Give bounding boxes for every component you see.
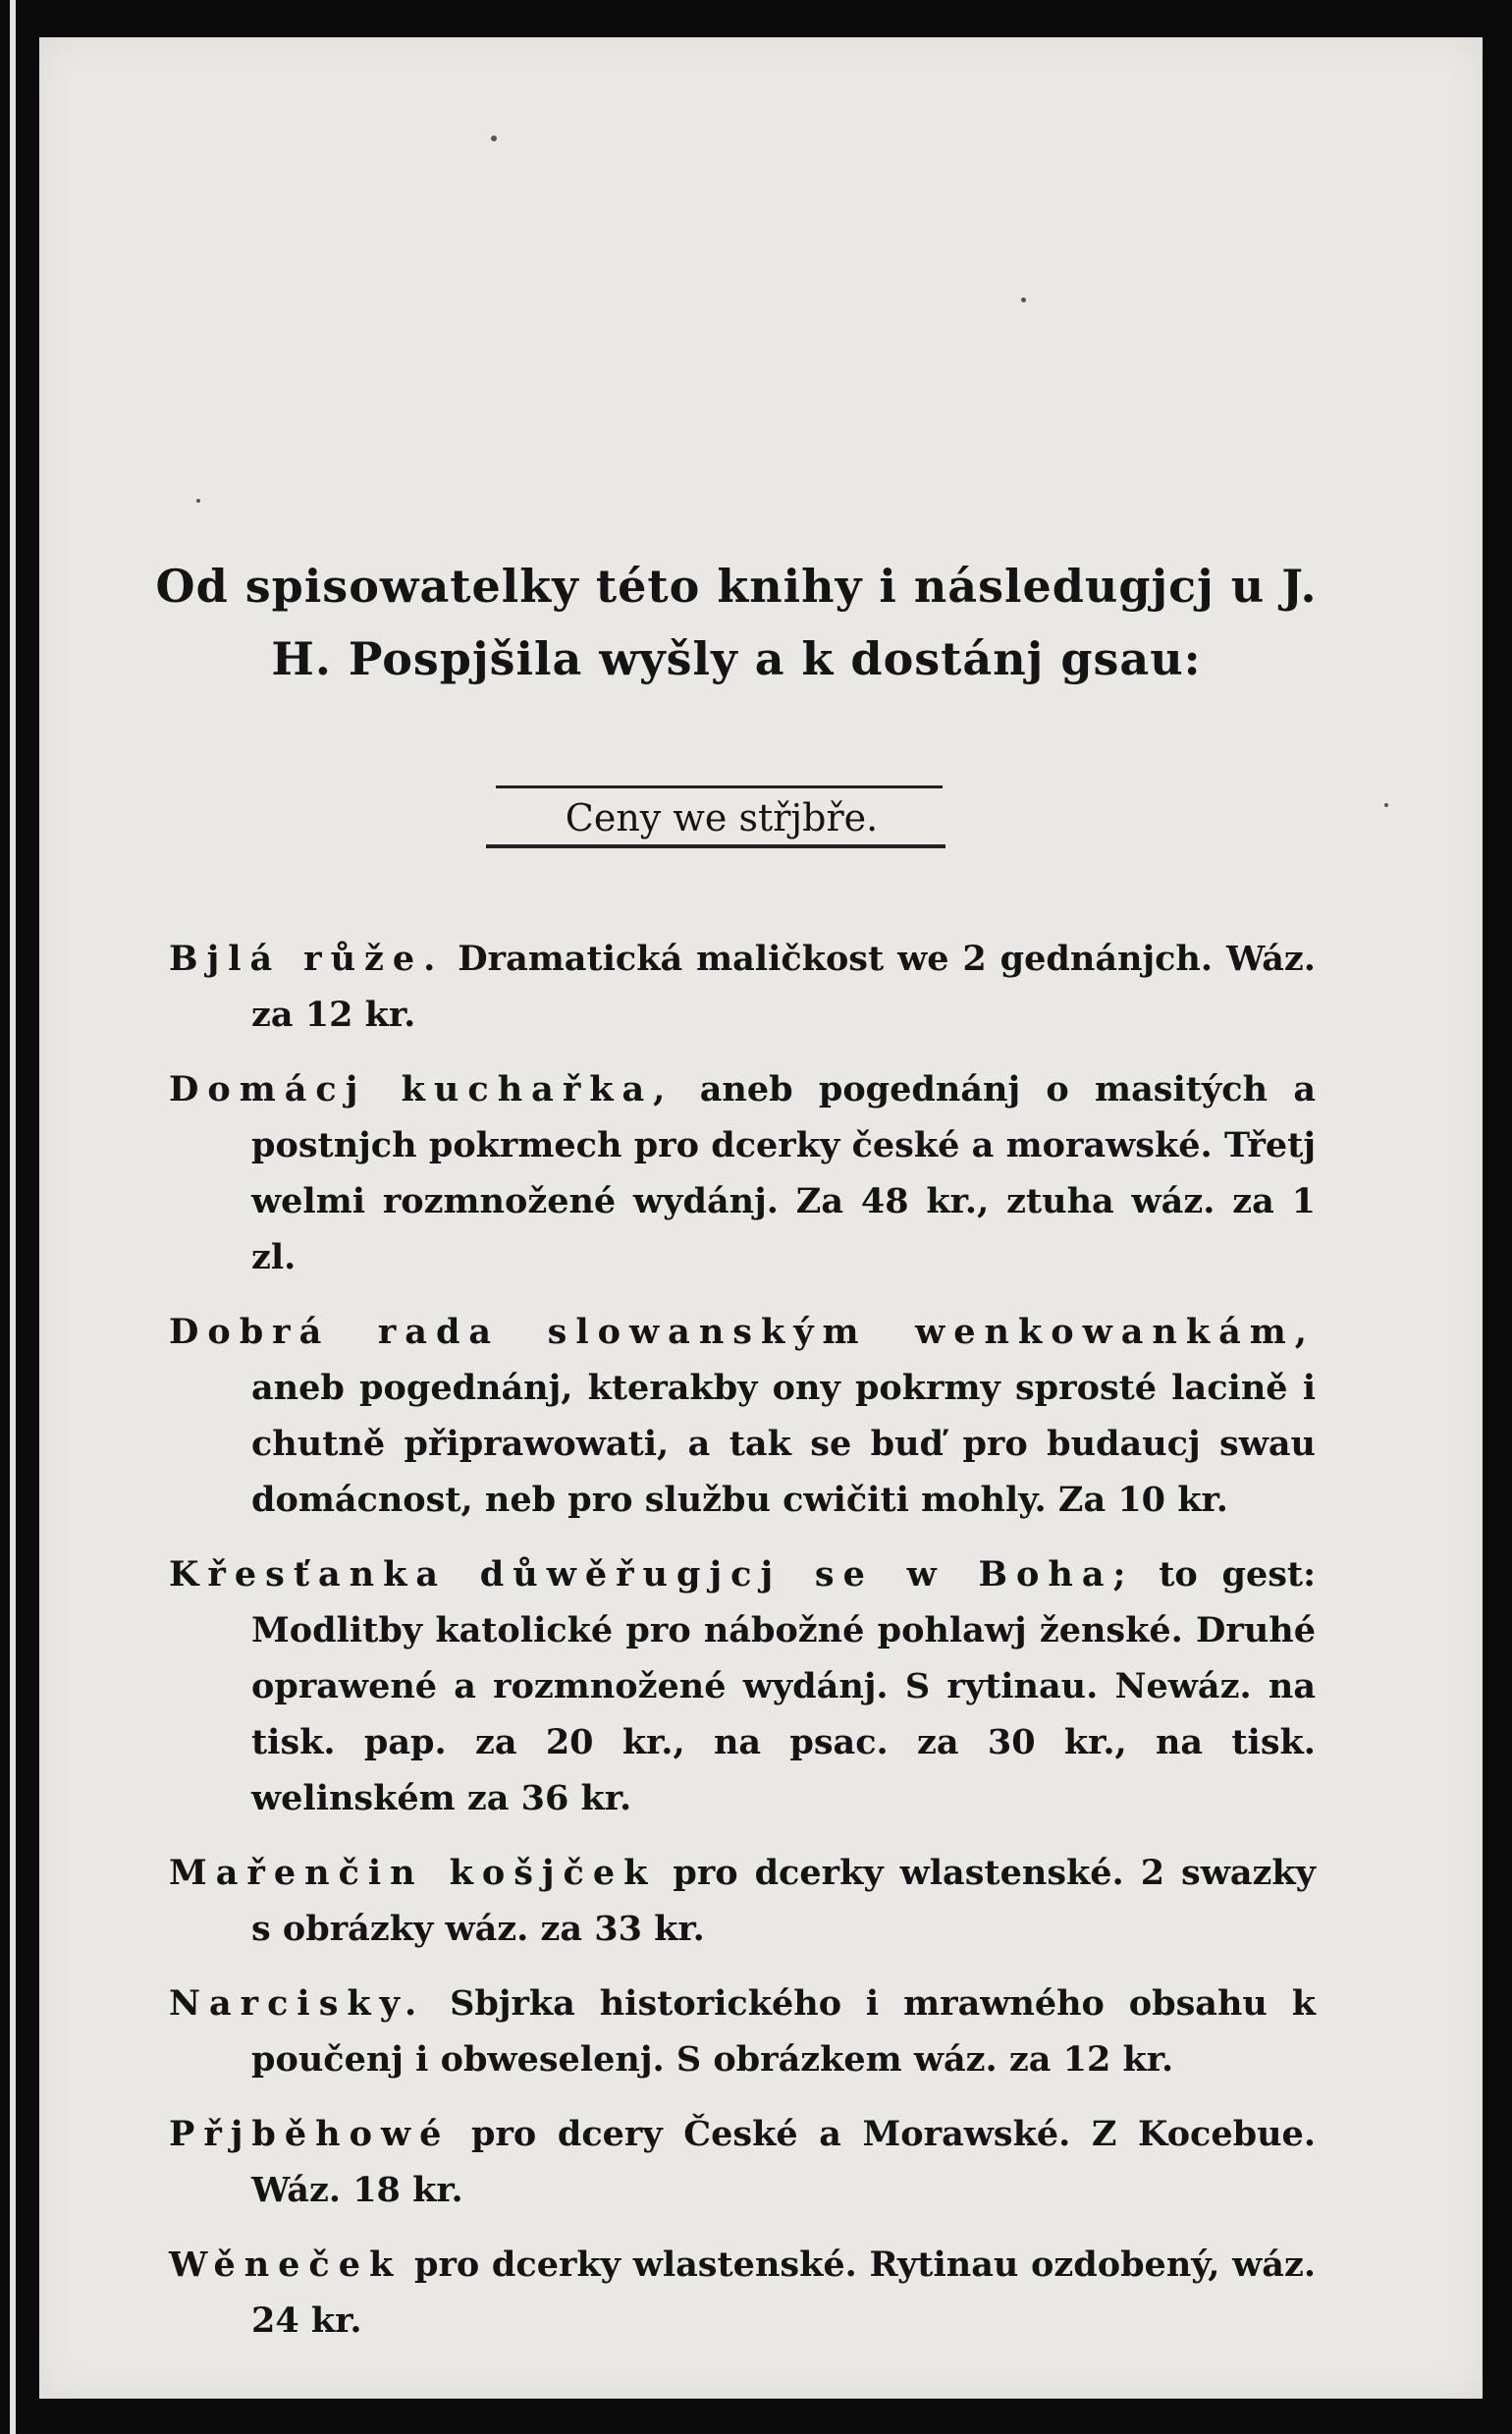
entry-description: pro dcery České a Morawské. Z Kocebue. Wáz. 18 kr. bbox=[251, 2114, 1317, 2210]
page-heading: Od spisowatelky této knihy i následugjcj u J. H. Pospjšila wyšly a k dostánj gsau: bbox=[155, 560, 1318, 685]
paper-speck bbox=[491, 135, 497, 141]
entry-description: Sbjrka historického i mrawného obsahu k poučenj i obweselenj. S obrázkem wáz. za 12 kr. bbox=[251, 1983, 1317, 2080]
entry-title: Narcisky. bbox=[169, 1983, 426, 2024]
bottom-rule bbox=[486, 844, 945, 848]
prices-label: Ceny we střjbře. bbox=[565, 796, 879, 839]
entry-description: pro dcerky wlastenské. 2 swazky s obrázky wáz. za 33 kr. bbox=[251, 1853, 1316, 1949]
top-rule bbox=[496, 785, 943, 788]
entry-description: aneb pogednánj o masitých a postnjch pokrmech pro dcerky české a morawské. Třetj welmi rozmnožené wydánj. Za 48 kr., ztuha wáz. za 1 zl. bbox=[251, 1069, 1317, 1277]
entry-title: Mařenčin košjček bbox=[169, 1853, 657, 1893]
catalog-entry bbox=[169, 931, 1316, 1043]
entry-description: Dramatická maličkost we 2 gednánjch. Wáz. za 12 kr. bbox=[251, 939, 1316, 1035]
entry-title: Dobrá rada slowanským wenkowankám, bbox=[169, 1312, 1316, 1352]
entry-description: aneb pogednánj, kterakby ony pokrmy sprosté lacině i chutně připrawowati, a tak se buď pro budaucj swau domácnost, neb pro službu cwičiti mohly. Za 10 kr. bbox=[251, 1368, 1316, 1520]
catalog-entry bbox=[169, 2237, 1316, 2349]
entry-title: Domácj kuchařka, bbox=[169, 1069, 675, 1109]
entry-title: Wěneček bbox=[169, 2245, 403, 2285]
paper-speck bbox=[1021, 297, 1026, 302]
paper-speck bbox=[1384, 803, 1388, 807]
entry-description: to gest: Modlitby katolické pro nábožné pohlawj ženské. Druhé oprawené a rozmnožené wydánj. S rytinau. Newáz. na tisk. pap. za 20 kr., na psac. za 30 kr., na tisk. welinském za 36 kr. bbox=[251, 1554, 1317, 1818]
paper-speck bbox=[196, 499, 200, 503]
catalog-entry bbox=[169, 1845, 1316, 1957]
page-edge-strip bbox=[10, 0, 16, 2434]
catalog-entry bbox=[169, 1546, 1316, 1826]
catalog-entry bbox=[169, 2106, 1316, 2218]
book-catalog-list bbox=[169, 931, 1316, 2367]
entry-description: pro dcerky wlastenské. Rytinau ozdobený, wáz. 24 kr. bbox=[251, 2245, 1317, 2341]
catalog-entry bbox=[169, 1975, 1316, 2087]
catalog-entry bbox=[169, 1061, 1316, 1285]
entry-title: Přjběhowé bbox=[169, 2114, 451, 2154]
entry-title: Křesťanka důwěřugjcj se w Boha; bbox=[169, 1554, 1135, 1595]
catalog-entry bbox=[169, 1304, 1316, 1528]
entry-title: Bjlá růže. bbox=[169, 939, 445, 979]
